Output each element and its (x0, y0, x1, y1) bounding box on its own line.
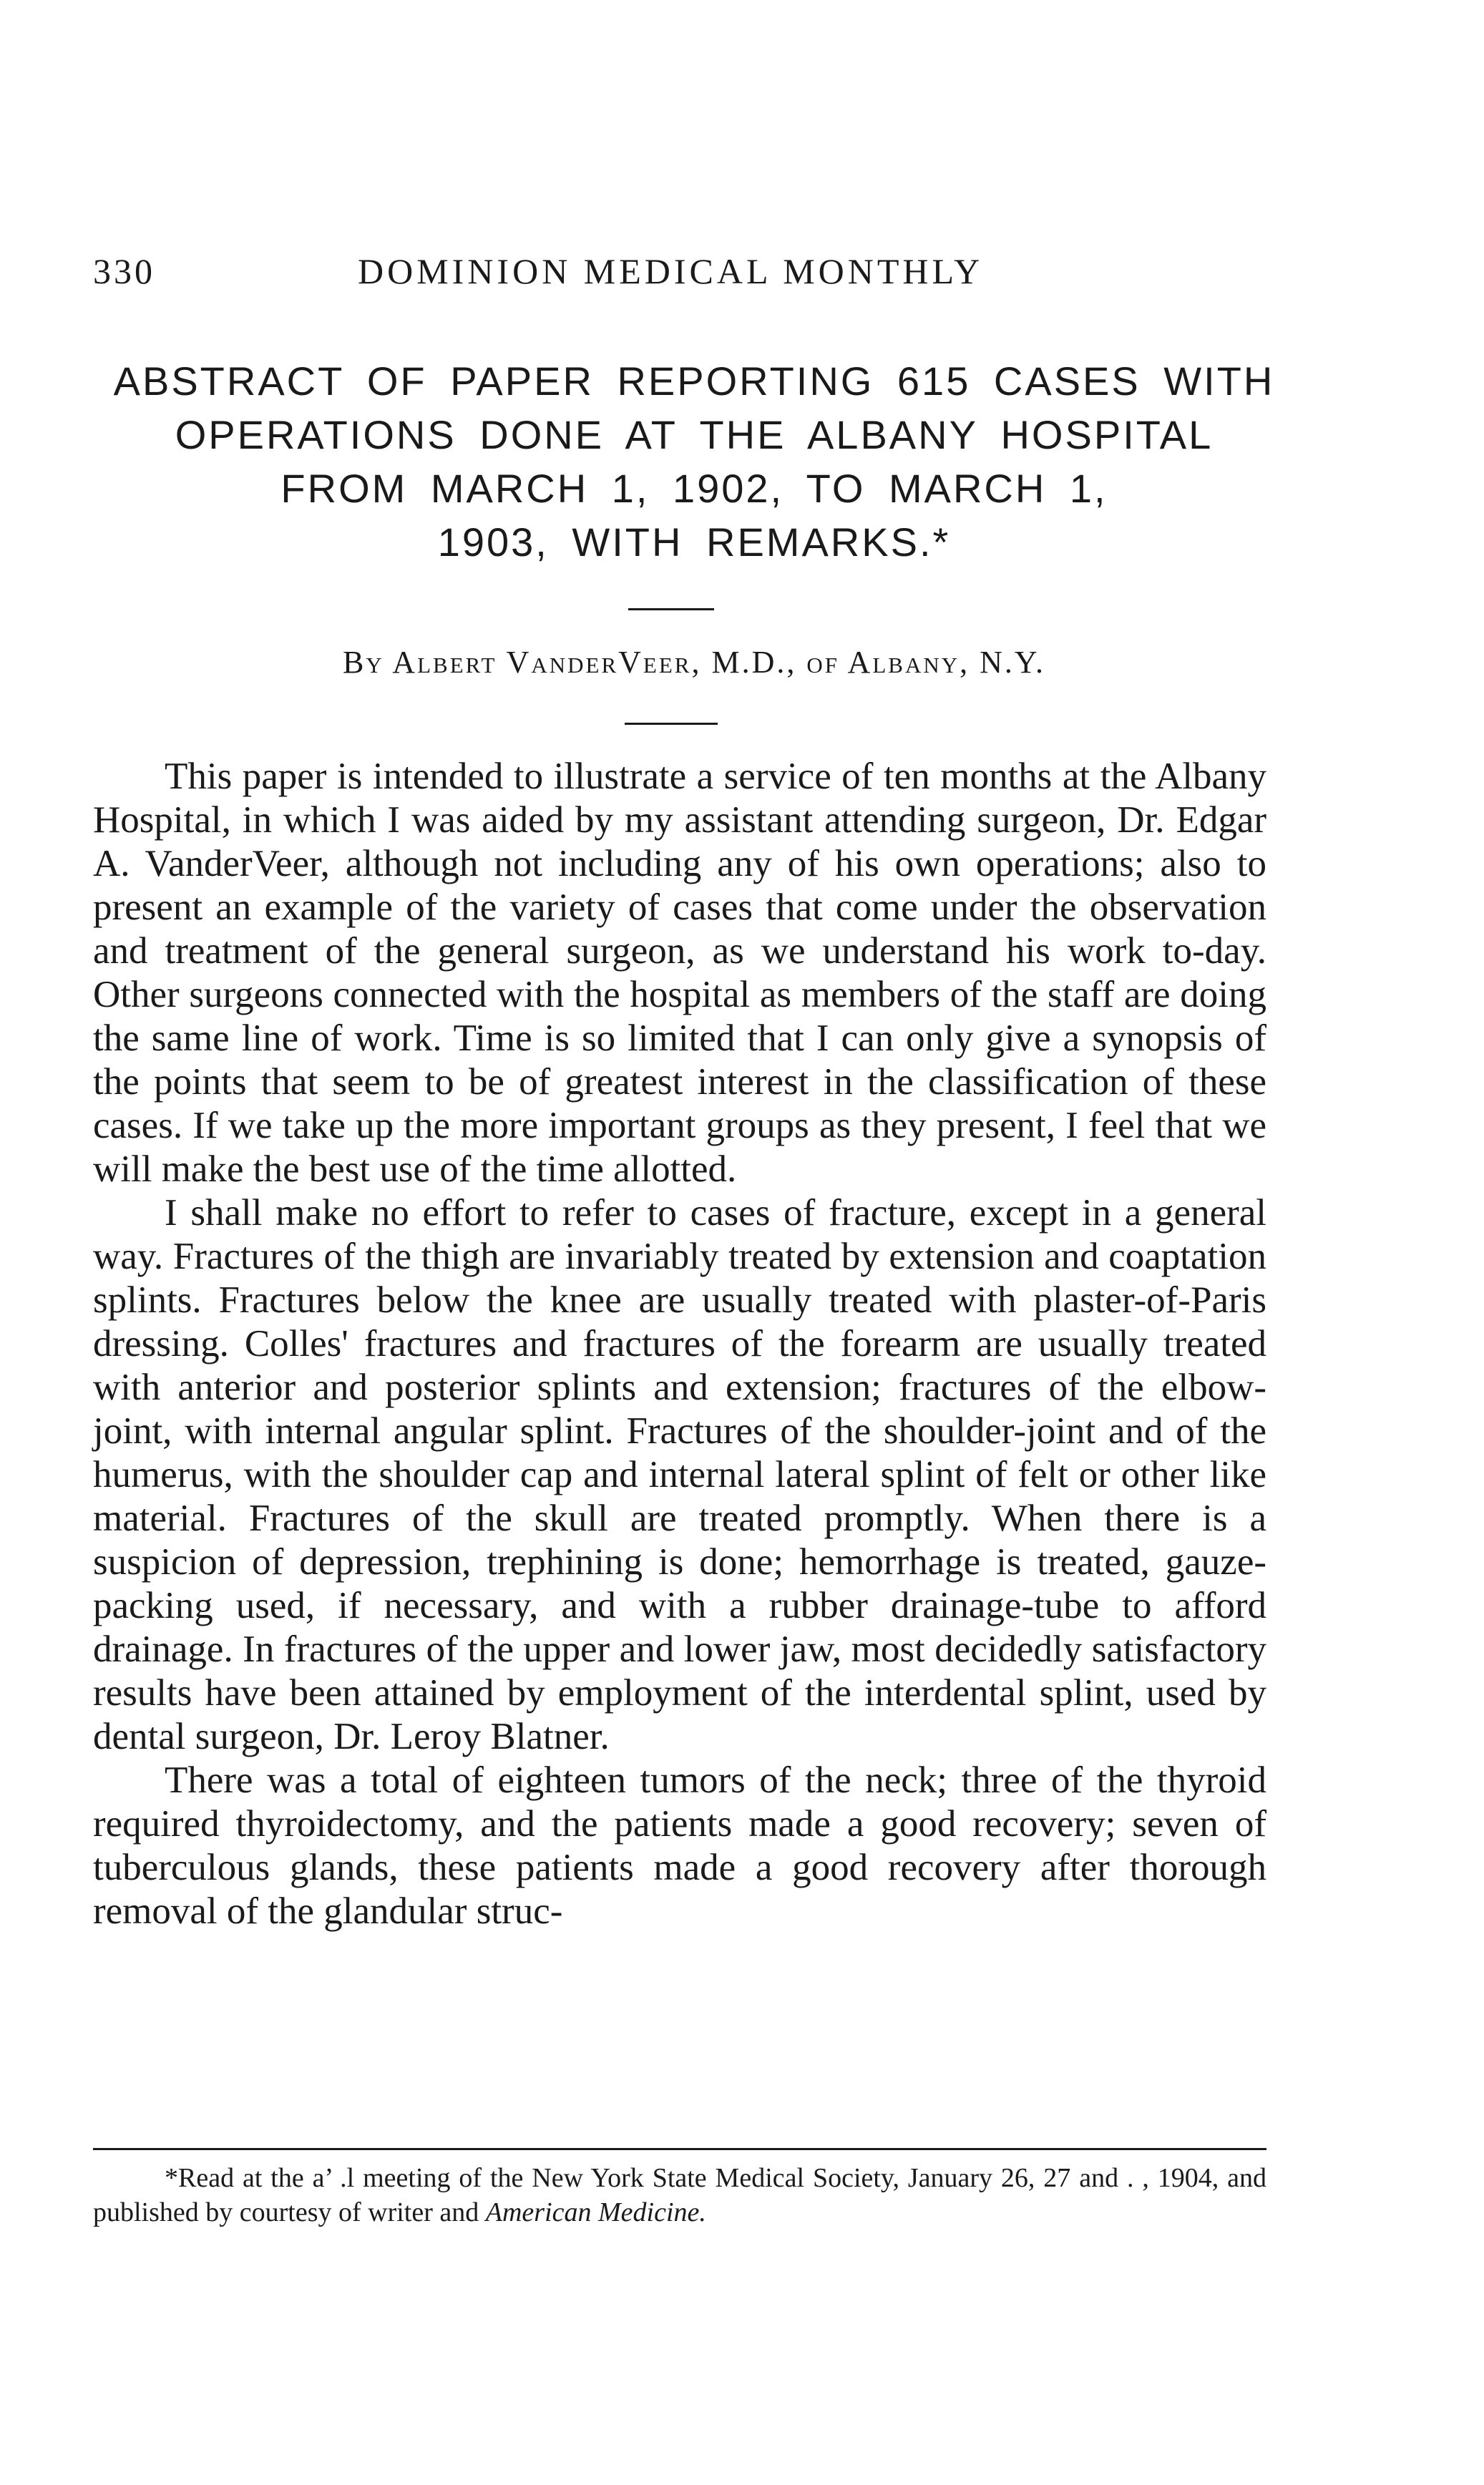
title-line: 1903, WITH REMARKS.* (437, 519, 951, 565)
title-line: ABSTRACT OF PAPER REPORTING 615 CASES WITH (113, 358, 1275, 404)
paragraph: I shall make no effort to refer to cases of fracture, except in a general way. Fractures of the thigh are invariably treated by extension and coaptation splints. Fractures below the knee are usually treated with plaster-of-Paris dressing. Colles' fractures and fractures of the forearm are usually treated with anterior and posterior splints and extension; fractures of the elbow-joint, with internal angular splint. Fractures of the shoulder-joint and of the humerus, with the shoulder cap and internal lateral splint of felt or other like material. Fractures of the skull are treated promptly. When there is a suspicion of depression, trephining is done; hemorrhage is treated, gauze-packing used, if necessary, and with a rubber drainage-tube to afford drainage. In fractures of the upper and lower jaw, most decidedly satisfactory results have been attained by employment of the interdental splint, used by dental surgeon, Dr. Leroy Blatner. (93, 1192, 1266, 1757)
footnote-journal: American Medicine. (485, 2197, 706, 2227)
article-title (93, 354, 1295, 569)
paragraph: There was a total of eighteen tumors of the neck; three of the thyroid required thyroidectomy, and the patients made a good recovery; seven of tuberculous glands, these patients made a good recovery after thorough removal of the glandular struc- (93, 1759, 1266, 1932)
author-byline: By Albert VanderVeer, M.D., of Albany, N.Y. (343, 645, 1045, 680)
article-body (93, 755, 1266, 1933)
page-number: 330 (93, 251, 155, 291)
paragraph: This paper is intended to illustrate a service of ten months at the Albany Hospital, in which I was aided by my assistant attending surgeon, Dr. Edgar A. VanderVeer, although not including any of his own operations; also to present an example of the variety of cases that come under the observation and treatment of the general surgeon, as we understand his work to-day. Other surgeons connected with the hospital as members of the staff are doing the same line of work. Time is so limited that I can only give a synopsis of the points that seem to be of greatest interest in the classification of these cases. If we take up the more important groups as they present, I feel that we will make the best use of the time allotted. (93, 756, 1266, 1190)
title-divider (628, 608, 714, 610)
byline-divider (625, 723, 718, 725)
journal-title: DOMINION MEDICAL MONTHLY (358, 251, 984, 291)
footnote (93, 2161, 1266, 2230)
running-head (93, 250, 1295, 301)
footnote-text: *Read at the a’ .l meeting of the New York State Medical Society, January 26, 27 and . , 1904, and published by courtesy of writer and (93, 2163, 1266, 2227)
title-line: FROM MARCH 1, 1902, TO MARCH 1, (280, 466, 1108, 511)
title-line: OPERATIONS DONE AT THE ALBANY HOSPITAL (175, 412, 1214, 457)
footnote-divider (93, 2148, 1266, 2150)
